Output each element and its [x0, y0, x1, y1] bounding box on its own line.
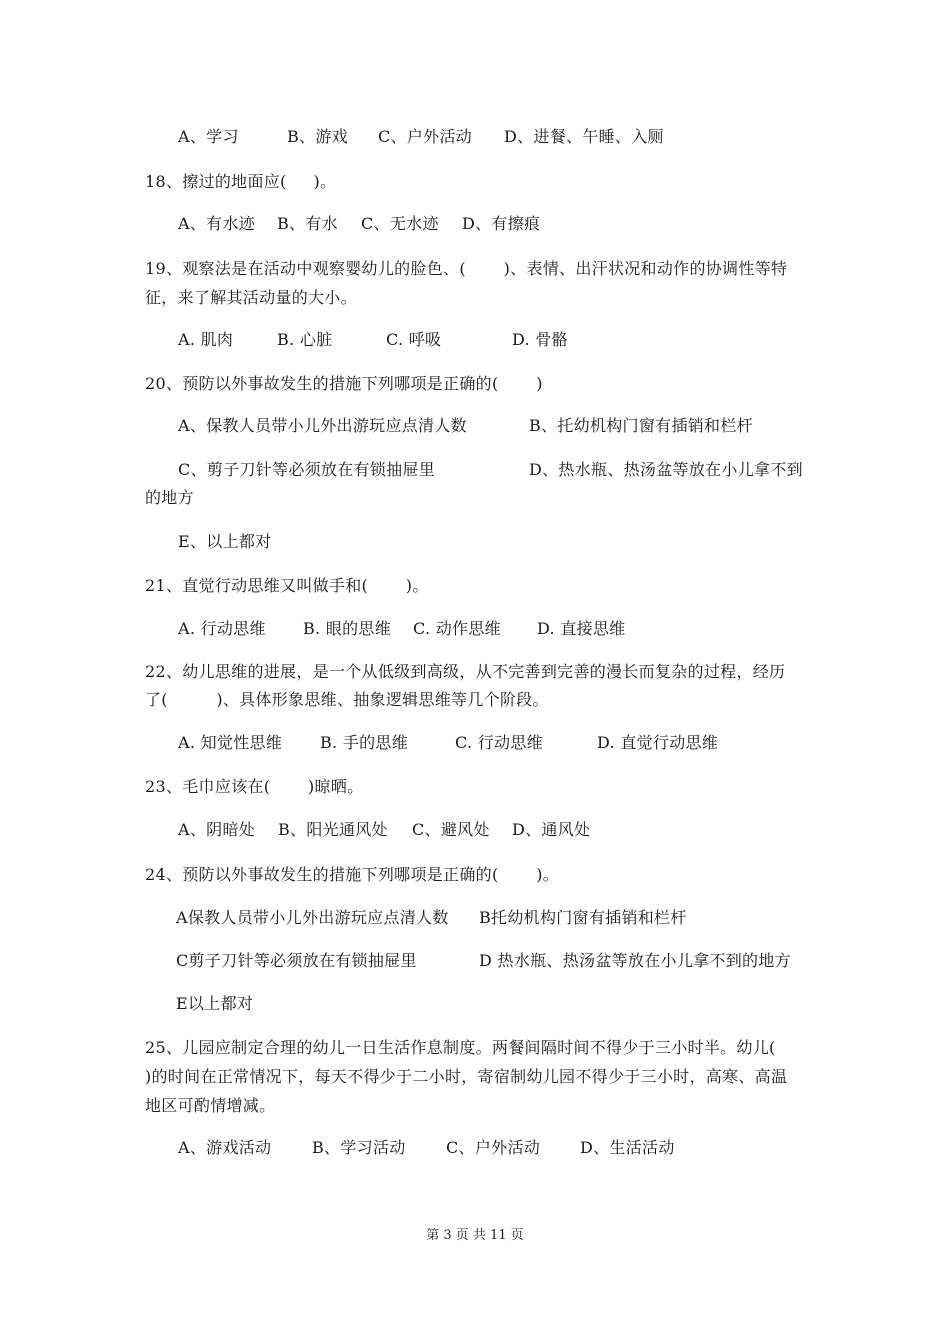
answer-option: B、游戏 [287, 127, 348, 146]
answer-option: E以上都对 [176, 994, 254, 1013]
answer-option: C、剪子刀针等必须放在有锁抽屉里 [178, 460, 436, 479]
answer-option: A. 知觉性思维 [178, 733, 283, 752]
answer-option: C. 呼吸 [386, 330, 442, 349]
answer-option: A、阴暗处 [178, 820, 256, 839]
answer-option: A. 肌肉 [178, 330, 234, 349]
answer-option: C剪子刀针等必须放在有锁抽屉里 [176, 951, 417, 970]
answer-option: D、进餐、午睡、入厕 [504, 127, 664, 146]
answer-option: C、避风处 [412, 820, 490, 839]
answer-option: A. 行动思维 [178, 619, 266, 638]
answer-option: D. 骨骼 [512, 330, 568, 349]
answer-option: C、户外活动 [378, 127, 473, 146]
answer-option: C. 行动思维 [455, 733, 543, 752]
answer-option: A、学习 [178, 127, 239, 146]
question-text: )的时间在正常情况下，每天不得少于二小时，寄宿制幼儿园不得少于三小时，高寒、高温 [145, 1067, 788, 1086]
answer-option: C. 动作思维 [413, 619, 501, 638]
answer-option: D、热水瓶、热汤盆等放在小儿拿不到 [529, 460, 803, 479]
answer-option: B. 手的思维 [320, 733, 409, 752]
question-text: 22、幼儿思维的进展，是一个从低级到高级，从不完善到完善的漫长而复杂的过程，经历 [145, 662, 786, 681]
answer-option: C、无水迹 [361, 214, 439, 233]
answer-option: E、以上都对 [178, 532, 272, 551]
answer-option: D、通风处 [512, 820, 591, 839]
answer-option: D 热水瓶、热汤盆等放在小儿拿不到的地方 [479, 951, 791, 970]
answer-option: B、托幼机构门窗有插销和栏杆 [529, 416, 753, 435]
answer-option: B、有水 [277, 214, 338, 233]
question-text: 征，来了解其活动量的大小。 [145, 288, 357, 307]
answer-option: D、生活活动 [580, 1138, 675, 1157]
answer-option: B托幼机构门窗有插销和栏杆 [479, 908, 687, 927]
answer-option: C、户外活动 [446, 1138, 541, 1157]
answer-option: D. 直觉行动思维 [597, 733, 719, 752]
question-text: 23、毛巾应该在( )晾晒。 [145, 777, 364, 796]
answer-option: D、有擦痕 [462, 214, 541, 233]
answer-option: B、学习活动 [312, 1138, 406, 1157]
answer-option: D. 直接思维 [537, 619, 626, 638]
question-text: 18、擦过的地面应( )。 [145, 172, 337, 191]
question-text: 地区可酌情增减。 [145, 1096, 276, 1115]
answer-option: A保教人员带小儿外出游玩应点清人数 [176, 908, 449, 927]
answer-option: A、保教人员带小儿外出游玩应点清人数 [178, 416, 467, 435]
question-text: 19、观察法是在活动中观察婴幼儿的脸色、( )、表情、出汗状况和动作的协调性等特 [145, 259, 788, 278]
answer-option: B. 心脏 [277, 330, 333, 349]
question-text: 24、预防以外事故发生的措施下列哪项是正确的( )。 [145, 865, 560, 884]
question-text: 了( )、具体形象思维、抽象逻辑思维等几个阶段。 [145, 690, 549, 709]
question-text: 21、直觉行动思维又叫做手和( )。 [145, 576, 429, 595]
answer-option: A、有水迹 [178, 214, 256, 233]
question-text: 25、儿园应制定合理的幼儿一日生活作息制度。两餐间隔时间不得少于三小时半。幼儿( [145, 1038, 776, 1057]
answer-option: A、游戏活动 [178, 1138, 272, 1157]
question-text: 20、预防以外事故发生的措施下列哪项是正确的( ) [145, 374, 543, 393]
page-footer: 第 3 页 共 11 页 [426, 1228, 524, 1243]
answer-option: B. 眼的思维 [303, 619, 392, 638]
answer-option: B、阳光通风处 [278, 820, 388, 839]
answer-option: 的地方 [145, 488, 194, 507]
